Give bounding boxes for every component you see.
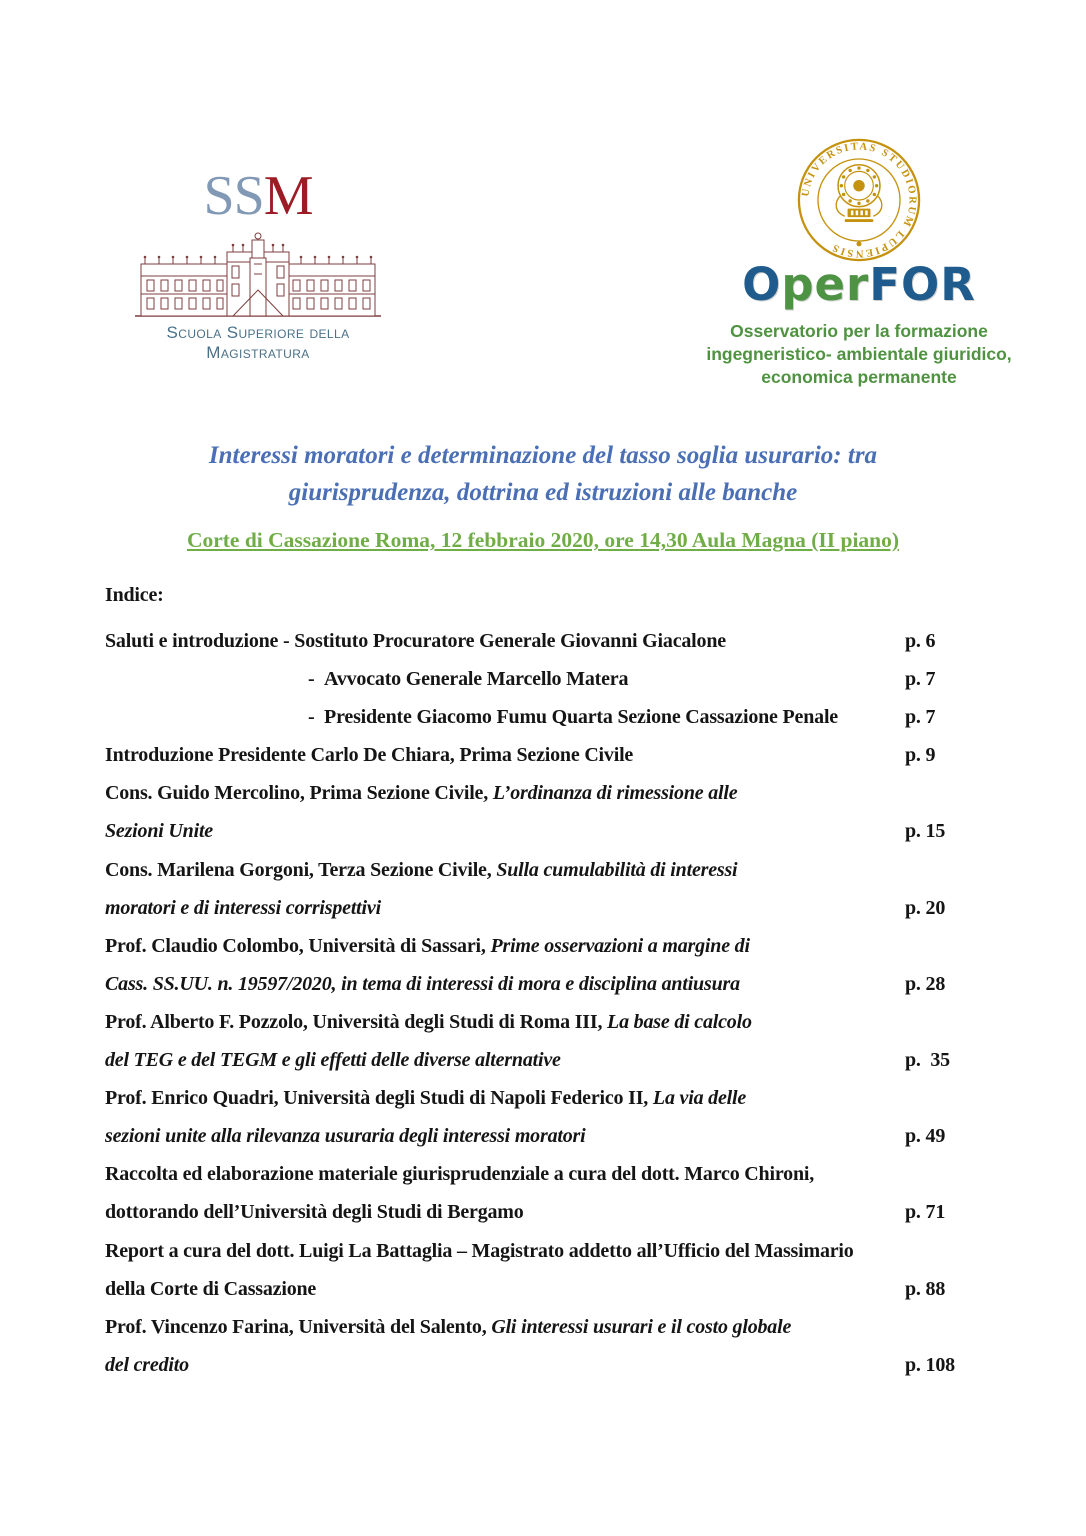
- toc-page-number: p. 108: [905, 1353, 955, 1376]
- toc-page-number: p. 15: [905, 820, 946, 843]
- toc-entry-title: sezioni unite alla rilevanza usuraria degli interessi moratori: [105, 1125, 586, 1148]
- toc-row: [105, 1003, 960, 1041]
- toc-entry-text: [105, 935, 750, 957]
- toc-row: [105, 1346, 960, 1384]
- palace-illustration-icon: [133, 228, 383, 320]
- header: [0, 138, 1086, 403]
- toc-entry-title: del TEG e del TEGM e gli effetti delle diverse alternative: [105, 1049, 561, 1072]
- event-title-line: Interessi moratori e determinazione del tasso soglia usurario: tra: [208, 442, 878, 469]
- toc-entry-text: [105, 1240, 854, 1262]
- toc-entry-speaker: Prof. Vincenzo Farina, Università del Salento,: [105, 1315, 492, 1338]
- toc-row: [105, 622, 960, 660]
- toc-page-number: p. 7: [905, 706, 936, 729]
- toc-entry-text: [308, 668, 628, 690]
- toc-entry-text: [105, 1163, 814, 1185]
- toc-row: [105, 660, 960, 698]
- toc-page-number: p. 49: [905, 1125, 946, 1148]
- toc-row: [105, 927, 960, 965]
- toc-entry-text: [105, 1125, 585, 1147]
- operfor-wordmark-segment: FOR: [869, 258, 976, 311]
- seal-text: UNIVERSITAS STUDIORUM LUPIENSIS: [800, 141, 918, 259]
- toc-entry-speaker: della Corte di Cassazione: [105, 1277, 317, 1300]
- table-of-contents: [105, 579, 960, 1384]
- event-title-line: giurisprudenza, dottrina ed istruzioni alle banche: [288, 479, 798, 506]
- toc-page-number: p. 88: [905, 1277, 946, 1300]
- operfor-wordmark-segment: O: [742, 258, 782, 311]
- toc-entry-text: [105, 630, 726, 652]
- toc-entry-text: [105, 1087, 746, 1109]
- toc-entry-title: L’ordinanza di rimessione alle: [492, 782, 738, 805]
- operfor-caption-line: Osservatorio per la formazione: [730, 321, 988, 341]
- operfor-caption-line: economica permanente: [761, 367, 957, 387]
- toc-entry-text: [308, 706, 838, 728]
- toc-entry-title: Gli interessi usurari e il costo globale: [491, 1315, 792, 1338]
- toc-entry-text: [105, 1354, 189, 1376]
- toc-entry-title: Prime osservazioni a margine di: [490, 934, 750, 957]
- toc-entry-title: Cass. SS.UU. n. 19597/2020, in tema di interessi di mora e disciplina antiusura: [105, 972, 740, 995]
- toc-page-number: p. 20: [905, 896, 946, 919]
- operfor-wordmark-segment: per: [781, 258, 870, 311]
- toc-row: [105, 1079, 960, 1117]
- toc-row: [105, 1232, 960, 1270]
- toc-list: [105, 622, 960, 1384]
- toc-entry-speaker: Report a cura del dott. Luigi La Battaglia – Magistrato addetto all’Ufficio del Massimario: [105, 1239, 854, 1262]
- toc-entry-text: [105, 973, 740, 995]
- toc-entry-speaker: Raccolta ed elaborazione materiale giurisprudenziale a cura del dott. Marco Chironi,: [105, 1163, 815, 1186]
- toc-row: [105, 1041, 960, 1079]
- operfor-caption-line: ingegneristico- ambientale giuridico,: [706, 344, 1012, 364]
- toc-page-number: p. 6: [905, 630, 936, 652]
- operfor-logo: [706, 138, 1012, 389]
- toc-row: [105, 1308, 960, 1346]
- toc-entry-speaker: Prof. Enrico Quadri, Università degli Studi di Napoli Federico II,: [105, 1087, 653, 1110]
- toc-entry-speaker: Introduzione Presidente Carlo De Chiara, Prima Sezione Civile: [105, 744, 634, 767]
- operfor-caption: [706, 320, 1012, 389]
- ssm-wordmark-ss: SS: [203, 165, 264, 227]
- toc-entry-title: del credito: [105, 1353, 189, 1376]
- toc-entry-speaker: dottorando dell’Università degli Studi di Bergamo: [105, 1201, 524, 1224]
- toc-entry-text: [105, 1049, 561, 1071]
- toc-entry-text: [105, 782, 737, 804]
- toc-row: [105, 889, 960, 927]
- toc-row: [105, 812, 960, 850]
- toc-page-number: p. 35: [905, 1049, 950, 1072]
- toc-row: [105, 698, 960, 736]
- toc-row: [105, 1117, 960, 1155]
- toc-page-number: p. 9: [905, 744, 936, 767]
- event-title: [0, 437, 1086, 511]
- toc-entry-speaker: Cons. Guido Mercolino, Prima Sezione Civile,: [105, 782, 493, 805]
- ssm-wordmark-m: M: [263, 165, 313, 227]
- toc-entry-speaker: Prof. Alberto F. Pozzolo, Università degli Studi di Roma III,: [105, 1010, 608, 1033]
- ssm-wordmark: [133, 165, 383, 227]
- toc-entry-speaker: - Presidente Giacomo Fumu Quarta Sezione Cassazione Penale: [308, 706, 838, 729]
- toc-entry-text: [105, 859, 737, 881]
- operfor-wordmark: [706, 258, 1012, 312]
- toc-entry-speaker: Saluti e introduzione - Sostituto Procuratore Generale Giovanni Giacalone: [105, 630, 726, 652]
- toc-entry-text: [105, 1278, 316, 1300]
- toc-entry-speaker: Cons. Marilena Gorgoni, Terza Sezione Civile,: [105, 858, 497, 881]
- toc-entry-text: [105, 1011, 752, 1033]
- toc-entry-speaker: Prof. Claudio Colombo, Università di Sassari,: [105, 934, 491, 957]
- toc-entry-text: [105, 1316, 791, 1338]
- toc-page-number: p. 71: [905, 1201, 946, 1224]
- toc-heading: Indice:: [105, 584, 164, 606]
- toc-row: [105, 774, 960, 812]
- toc-page-number: p. 7: [905, 668, 936, 691]
- toc-entry-text: [105, 820, 213, 842]
- toc-row: [105, 1155, 960, 1193]
- toc-row: [105, 736, 960, 774]
- toc-page-number: p. 28: [905, 972, 946, 995]
- event-venue-date: Corte di Cassazione Roma, 12 febbraio 2020, ore 14,30 Aula Magna (II piano): [186, 528, 900, 552]
- university-seal-icon: [797, 138, 921, 262]
- toc-row: [105, 1270, 960, 1308]
- toc-entry-text: [105, 744, 633, 766]
- toc-row: [105, 965, 960, 1003]
- toc-row: [105, 1193, 960, 1231]
- toc-entry-text: [105, 1201, 524, 1223]
- ssm-caption: Scuola Superiore della Magistratura: [166, 323, 350, 362]
- toc-entry-speaker: - Avvocato Generale Marcello Matera: [308, 668, 629, 691]
- toc-entry-title: moratori e di interessi corrispettivi: [105, 896, 381, 919]
- toc-entry-text: [105, 897, 381, 919]
- toc-entry-title: Sezioni Unite: [105, 820, 213, 843]
- toc-entry-title: Sulla cumulabilità di interessi: [496, 858, 738, 881]
- ssm-logo: [133, 165, 383, 363]
- toc-row: [105, 851, 960, 889]
- toc-entry-title: La base di calcolo: [607, 1010, 752, 1033]
- toc-entry-title: La via delle: [652, 1087, 747, 1110]
